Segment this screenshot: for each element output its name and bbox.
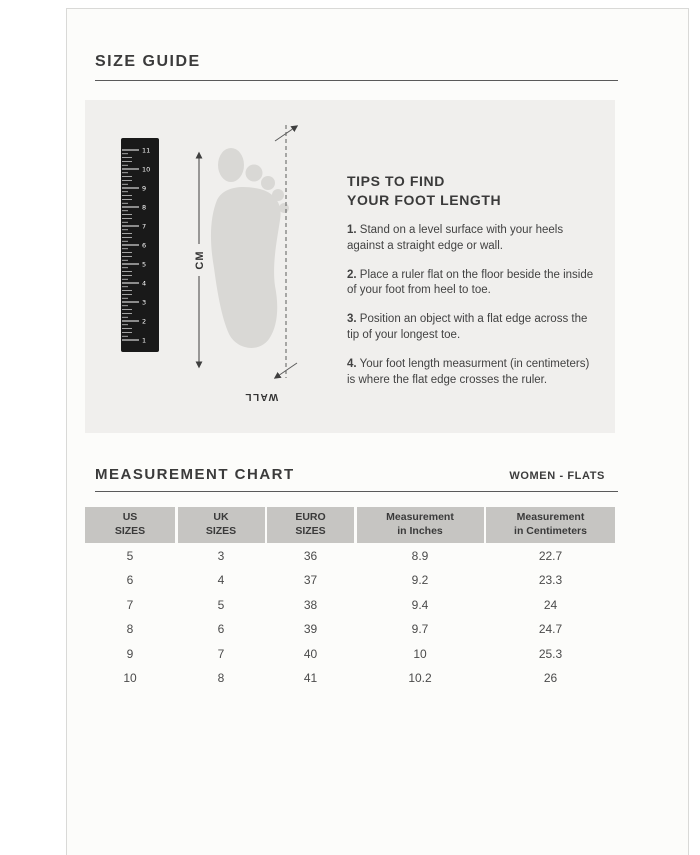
- svg-text:10: 10: [142, 165, 151, 174]
- tip-1: 1. Stand on a level surface with your heels against a straight edge or wall.: [347, 223, 564, 252]
- column-header-us-sizes: US SIZES: [85, 507, 175, 543]
- table-cell: 7: [217, 646, 225, 661]
- table-cell: 9: [126, 646, 134, 661]
- table-cell: 36: [303, 548, 318, 563]
- svg-text:4: 4: [142, 279, 147, 288]
- table-cell: 9.4: [411, 597, 429, 612]
- wall-dashed-line: [275, 125, 297, 378]
- table-cell: 6: [126, 573, 134, 587]
- column-header-uk-sizes: UK SIZES: [178, 507, 265, 543]
- column-header-centimeters: Measurement in Centimeters: [486, 507, 615, 543]
- table-cell: 24.7: [538, 622, 563, 636]
- column-header-inches: Measurement in Inches: [357, 507, 484, 543]
- table-cell: 3: [217, 548, 225, 563]
- svg-text:5: 5: [142, 260, 147, 269]
- tip-3: 3. Position an object with a flat edge across the tip of your longest toe.: [347, 313, 588, 342]
- table-cell: 40: [303, 646, 318, 661]
- table-cell: 5: [126, 548, 134, 563]
- table-cell: 8.9: [411, 548, 429, 563]
- foot-illustration: [211, 148, 289, 348]
- table-cell: 39: [303, 622, 318, 636]
- page-title: SIZE GUIDE: [95, 53, 201, 70]
- svg-text:1: 1: [142, 336, 147, 345]
- table-cell: 4: [217, 573, 225, 587]
- chart-title: MEASUREMENT CHART: [95, 466, 295, 483]
- svg-text:11: 11: [142, 146, 151, 155]
- table-cell: 10: [123, 671, 137, 685]
- svg-text:6: 6: [142, 241, 147, 250]
- table-cell: 5: [217, 597, 225, 612]
- table-cell: 6: [217, 622, 225, 636]
- table-cell: 38: [303, 597, 318, 612]
- tip-4: 4. Your foot length measurment (in centimeters) is where the flat edge crosses the ruler.: [347, 357, 590, 386]
- table-cell: 10: [413, 646, 427, 661]
- tip-2: 2. Place a ruler flat on the floor beside the inside of your foot from heel to toe.: [347, 268, 594, 297]
- svg-text:3: 3: [142, 298, 147, 307]
- chart-header: [95, 466, 618, 483]
- ruler-illustration: [121, 138, 159, 352]
- size-guide-card: [66, 8, 689, 855]
- table-cell: 9.7: [411, 622, 429, 636]
- table-cell: 22.7: [538, 548, 563, 563]
- chart-category-label: WOMEN - FLATS: [509, 470, 605, 482]
- table-cell: 10.2: [408, 671, 432, 685]
- table-cell: 8: [126, 622, 134, 636]
- table-cell: 41: [303, 671, 318, 685]
- column-header-euro-sizes: EURO SIZES: [267, 507, 354, 543]
- size-table: [85, 507, 615, 690]
- svg-text:8: 8: [142, 203, 147, 212]
- tips-heading: [347, 172, 595, 210]
- table-cell: 8: [217, 671, 225, 685]
- table-cell: 26: [543, 671, 558, 685]
- wall-label: WALL: [243, 391, 279, 402]
- chart-divider: [95, 491, 618, 492]
- svg-text:2: 2: [142, 317, 147, 326]
- table-cell: 23.3: [538, 573, 563, 587]
- table-cell: 24: [543, 597, 558, 612]
- table-cell: 25.3: [538, 646, 563, 661]
- foot-measurement-illustration: [111, 120, 371, 420]
- cm-label: CM: [194, 250, 206, 270]
- tips-heading-line1: TIPS TO FIND: [347, 173, 445, 189]
- table-cell: 37: [303, 573, 318, 587]
- tips-section: [347, 172, 595, 389]
- table-cell: 9.2: [411, 573, 429, 587]
- tips-heading-line2: YOUR FOOT LENGTH: [347, 191, 502, 208]
- foot-measure-panel: [85, 100, 615, 433]
- svg-text:9: 9: [142, 184, 147, 193]
- table-cell: 7: [126, 597, 134, 612]
- title-divider: [95, 80, 618, 81]
- svg-text:7: 7: [142, 222, 147, 231]
